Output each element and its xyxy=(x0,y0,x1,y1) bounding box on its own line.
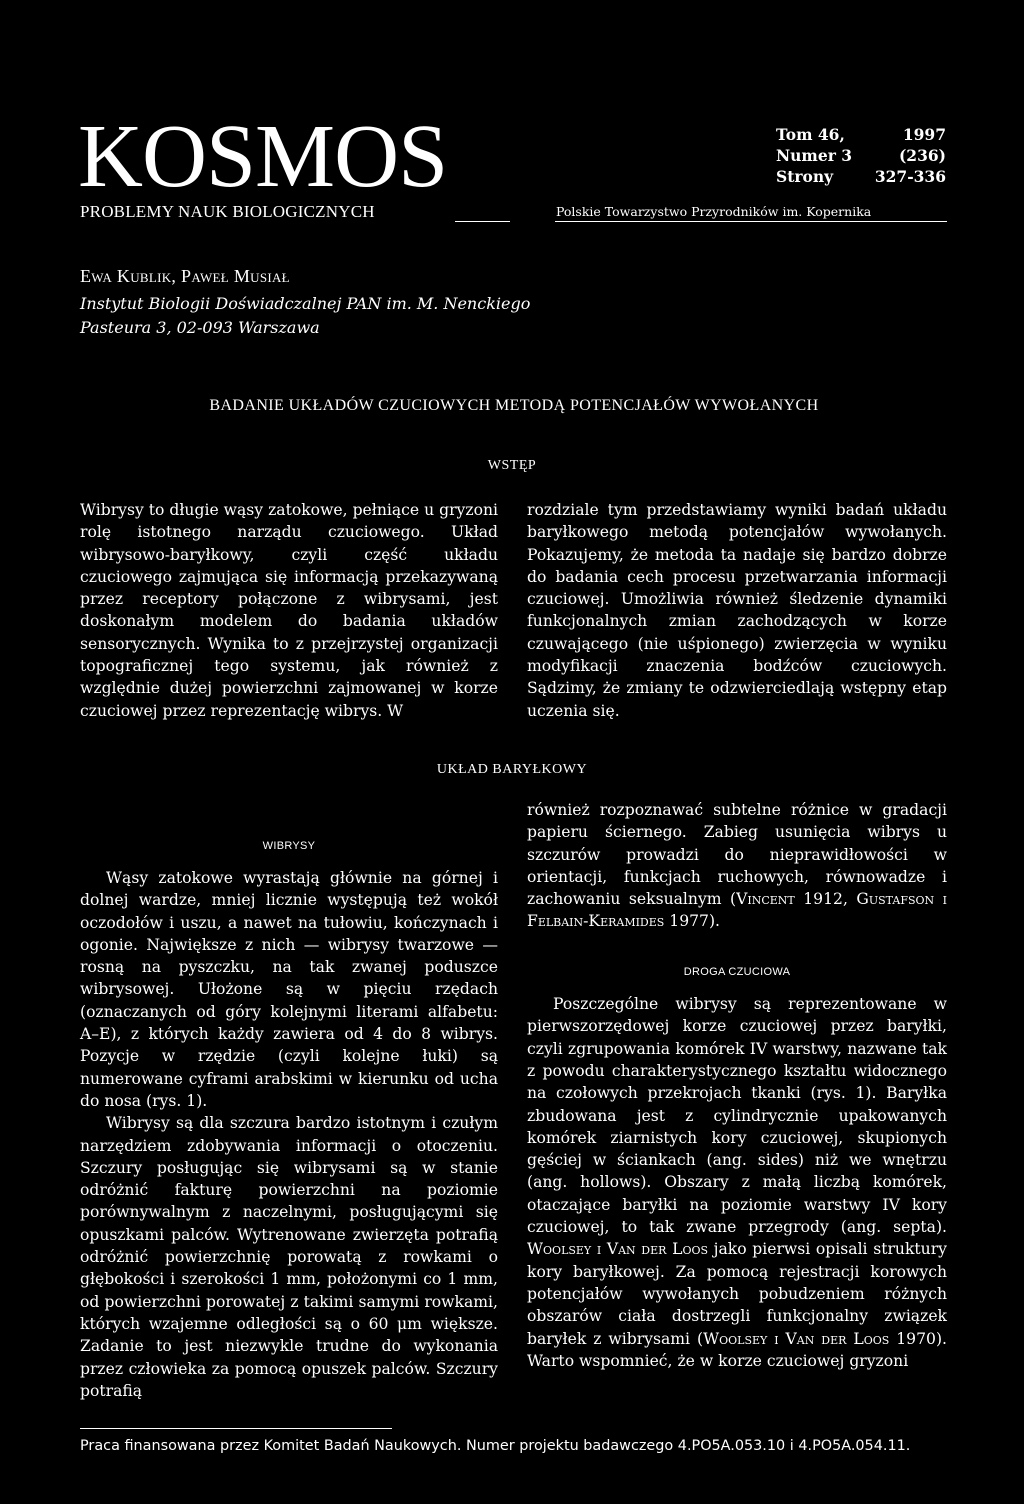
text-run: jako pierwsi opisali struktury kory baryłkowej. Za pomocą rejestracji korowych potencjałów wywołanych pobudzeniem różnych obszarów ciała dostrzegli funkcjonalny związek baryłek z wibrysami ( xyxy=(527,1240,947,1348)
issue-metadata xyxy=(776,124,946,187)
citation-woolsey-1970: Woolsey i Van der Loos xyxy=(703,1329,890,1348)
citation-gustafson: Gustafson i Felbain-Keramides xyxy=(527,890,947,931)
text-run: 1912, xyxy=(794,890,857,909)
issue-value: (236) xyxy=(898,146,946,165)
whiskers-paragraph-1: Wąsy zatokowe wyrastają głównie na górnej i dolnej wardze, mniej licznie występują też wokół oczodołów i uszu, a nawet na tułowiu, kończynach i ogonie. Największe z nich — wibrysy twarzowe — rosną na pyszczku, na tak zwanej poduszce wibrysowej. Ułożone są w pięciu rzędach (oznaczanych od góry kolejnymi literami alfabetu: A–E), z których każdy zawiera od 4 do 8 wibrys. Pozycje w rzędzie (czyli kolejne łuki) są numerowane cyframi arabskimi w kierunku od ucha do nosa (rys. 1). xyxy=(80,869,498,1110)
masthead-rule-right xyxy=(555,221,947,222)
text-run: Poszczególne wibrysy są reprezentowane w pierwszorzędowej korze czuciowej przez baryłki, czyli zgrupowania komórek IV warstwy, nazwane tak z powodu charakterystycznego kształtu widocznego na czołowych przekrojach tkanki (rys. 1). Baryłka zbudowana jest z cylindrycznie upakowanych komórek ziarnistych kory czuciowej, skupionych gęściej w ściankach (ang. sides) niż we wnętrzu (ang. hollows). Obszary z małą liczbą komórek, otaczające baryłki na poziomie warstwy IV kory czuciowej, to tak zwane przegrody (ang. septa). xyxy=(527,995,947,1237)
article-title: BADANIE UKŁADÓW CZUCIOWYCH METODĄ POTENCJAŁÓW WYWOŁANYCH xyxy=(209,397,819,414)
authors: Ewa Kublik, Paweł Musiał xyxy=(80,266,290,286)
masthead-rule-left xyxy=(455,221,510,222)
citation-vincent: Vincent xyxy=(736,890,795,909)
subsection-heading-sensory-pathway: DROGA CZUCIOWA xyxy=(683,965,791,978)
issue-label: Numer 3 xyxy=(776,146,853,165)
journal-logo: KOSMOS xyxy=(78,107,448,206)
pages-label: Strony xyxy=(776,167,834,186)
issue-row xyxy=(776,145,946,166)
intro-right-column xyxy=(527,499,947,722)
journal-subtitle: PROBLEMY NAUK BIOLOGICZNYCH xyxy=(80,202,375,221)
footnote-rule xyxy=(80,1428,392,1429)
affiliation-institute: Instytut Biologii Doświadczalnej PAN im. M. Nenckiego xyxy=(80,294,531,313)
whiskers-paragraph-continued xyxy=(527,799,947,933)
society-name: Polskie Towarzystwo Przyrodników im. Kopernika xyxy=(556,204,872,219)
citation-woolsey: Woolsey i Van der Loos xyxy=(527,1240,709,1259)
text-run: również rozpoznawać subtelne różnice w gradacji papieru ściernego. Zabieg usunięcia wibrys u szczurów prowadzi do nieprawidłowości w orientacji, funkcjach ruchowych, równowadze i zachowaniu seksualnym ( xyxy=(527,801,947,909)
text-run: 1977). xyxy=(664,912,721,931)
funding-footnote: Praca finansowana przez Komitet Badań Naukowych. Numer projektu badawczego 4.PO5A.053.10 i 4.PO5A.054.11. xyxy=(80,1438,911,1454)
intro-left-column xyxy=(80,499,498,722)
affiliation-address: Pasteura 3, 02-093 Warszawa xyxy=(80,318,320,337)
volume-label: Tom 46, xyxy=(776,125,845,144)
right-column-lower xyxy=(527,799,947,1372)
pages-value: 327-336 xyxy=(874,167,946,186)
whiskers-left-column xyxy=(80,867,498,1402)
sensory-pathway-paragraph xyxy=(527,993,947,1372)
intro-paragraph: Wibrysy to długie wąsy zatokowe, pełniące u gryzoni rolę istotnego narządu czuciowego. Układ wibrysowo-baryłkowy, czyli część układu czuciowego zajmująca się informacją przekazywaną przez receptory połączone z wibrysami, jest doskonałym modelem do badania układów sensorycznych. Wynika to z przejrzystej organizacji topograficznej tego systemu, jak również z względnie dużej powierzchni zajmowanej w korze czuciowej przez reprezentację wibrys. W xyxy=(80,501,498,720)
subsection-heading-whiskers: WIBRYSY xyxy=(262,840,316,852)
volume-value: 1997 xyxy=(902,125,946,144)
pages-row xyxy=(776,166,946,187)
text-run: 1970). Warto wspomnieć, że w korze czuciowej gryzoni xyxy=(527,1329,947,1370)
section-heading-barrel-system: UKŁAD BARYŁKOWY xyxy=(436,762,588,777)
section-heading-intro: WSTĘP xyxy=(487,458,537,473)
intro-paragraph-continued: rozdziale tym przedstawiamy wyniki badań układu baryłkowego metodą potencjałów wywołanych. Pokazujemy, że metoda ta nadaje się bardzo dobrze do badania cech procesu przetwarzania informacji czuciowej. Umożliwia również śledzenie dynamiki funkcjonalnych zmian zachodzących w korze czuwającego (nie uśpionego) zwierzęcia w wyniku modyfikacji znaczenia bodźców czuciowych. Sądzimy, że zmiany te odzwierciedlają wstępny etap uczenia się. xyxy=(527,501,947,720)
volume-row xyxy=(776,124,946,145)
whiskers-paragraph-2: Wibrysy są dla szczura bardzo istotnym i czułym narzędziem zdobywania informacji o otoczeniu. Szczury posługując się wibrysami są w stanie odróżnić fakturę powierzchni na poziomie porównywalnym z naczelnymi, posługującymi się opuszkami palców. Wytrenowane zwierzęta potrafią odróżnić powierzchnię porowatą z rowkami o głębokości i szerokości 1 mm, położonymi co 1 mm, od powierzchni porowatej z takimi samymi rowkami, których wzajemne odległości są o 60 μm większe. Zadanie to jest niezwykle trudne do wykonania przez człowieka za pomocą opuszek palców. Szczury potrafią xyxy=(80,1114,498,1400)
